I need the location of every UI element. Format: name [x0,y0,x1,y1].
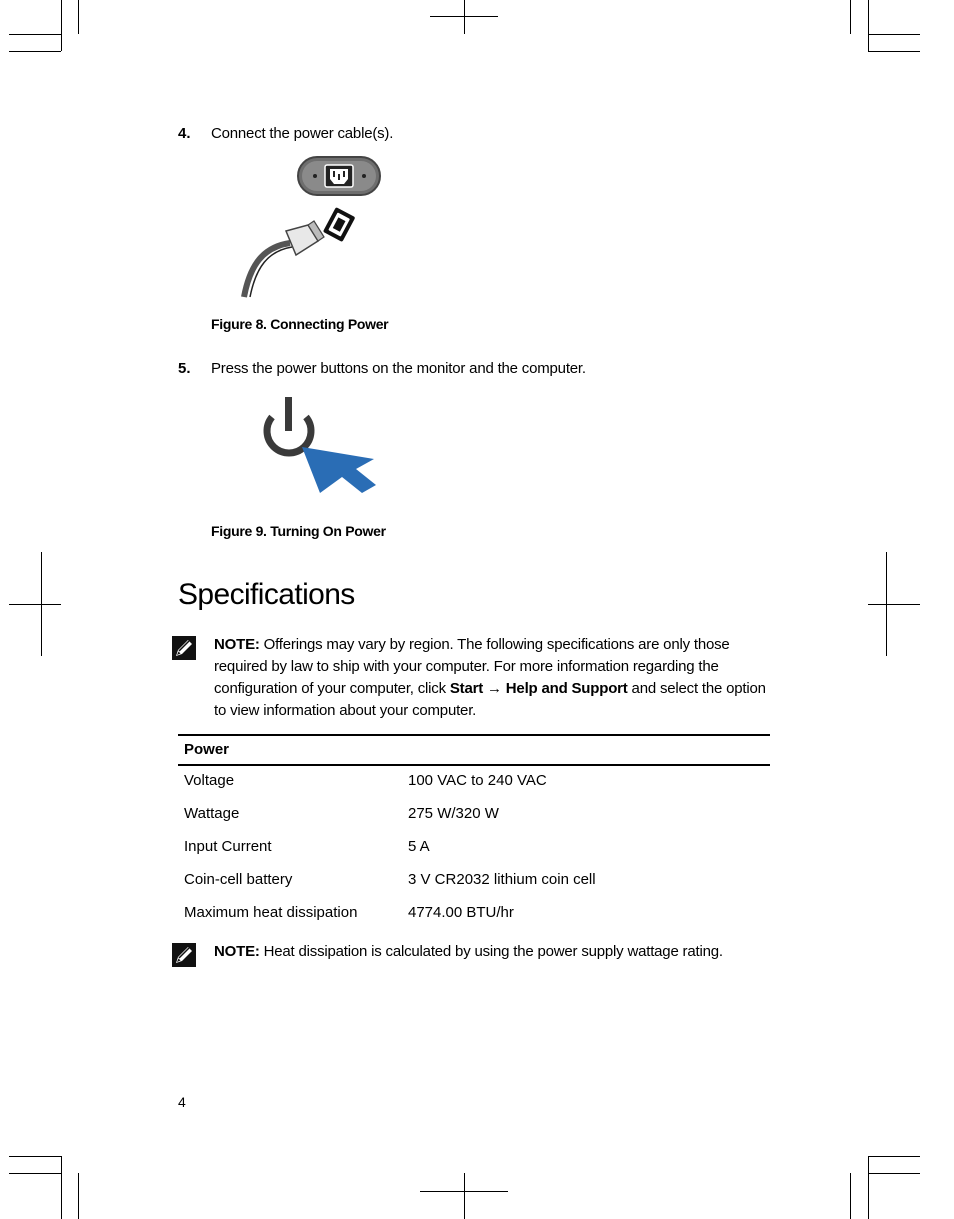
table-row [178,865,770,898]
row-value: 275 W/320 W [408,805,499,822]
row-value: 4774.00 BTU/hr [408,904,514,921]
crop-mark [868,604,920,605]
section-title: Specifications [178,578,355,611]
row-label: Wattage [184,805,240,822]
crop-mark [9,51,61,52]
crop-mark [78,1173,79,1219]
crop-mark [850,1173,851,1219]
start-menu-label: Start [449,680,484,697]
crop-mark [868,51,920,52]
crop-mark [868,0,869,51]
crop-mark [868,1156,920,1157]
row-label: Input Current [184,838,272,855]
crop-mark [850,0,851,34]
row-label: Voltage [184,772,235,789]
crop-mark [9,1156,61,1157]
table-row [178,799,770,832]
step-text: Connect the power cable(s). [211,125,394,142]
cursor-arrow-icon [302,447,376,493]
table-row [178,898,770,931]
crop-mark [464,1173,465,1219]
note-text: NOTE: Offerings may vary by region. The following specifications are only those required by law to ship with your computer. For more information regarding the configuration of your computer, click Start → Help and Support and select the option to view information about your computer. [214,636,766,719]
crop-mark [9,34,61,35]
table-row [178,766,770,799]
step-number: 4. [178,125,191,142]
crop-mark [868,1156,869,1219]
note-label: NOTE: [214,636,260,653]
row-value: 100 VAC to 240 VAC [408,772,547,789]
crop-mark [78,0,79,34]
power-plug-socket [323,207,356,242]
page-number: 4 [178,1094,186,1110]
row-label: Coin-cell battery [184,871,293,888]
figure-caption: Figure 8. Connecting Power [211,316,389,332]
power-button-icon [258,395,382,499]
crop-mark [868,34,920,35]
power-connector-icon [238,155,386,300]
note-label: NOTE: [214,943,260,960]
figure-caption: Figure 9. Turning On Power [211,523,386,539]
help-and-support-label: Help and Support [505,680,628,697]
note-text: NOTE: Heat dissipation is calculated by using the power supply wattage rating. [214,943,723,960]
crop-mark [868,1173,920,1174]
table-row [178,832,770,865]
row-value: 5 A [408,838,430,855]
crop-mark [61,1156,62,1219]
step-text: Press the power buttons on the monitor and the computer. [211,360,586,377]
note-pencil-icon [172,943,196,967]
power-cable-icon [244,221,324,297]
crop-mark [9,604,61,605]
crop-mark [464,0,465,34]
crop-mark [9,1173,61,1174]
table-header: Power [178,734,770,766]
power-spec-table [178,734,770,931]
step-number: 5. [178,360,191,377]
row-value: 3 V CR2032 lithium coin cell [408,871,596,888]
row-label: Maximum heat dissipation [184,904,358,921]
crop-mark [61,0,62,51]
note-pencil-icon [172,636,196,660]
